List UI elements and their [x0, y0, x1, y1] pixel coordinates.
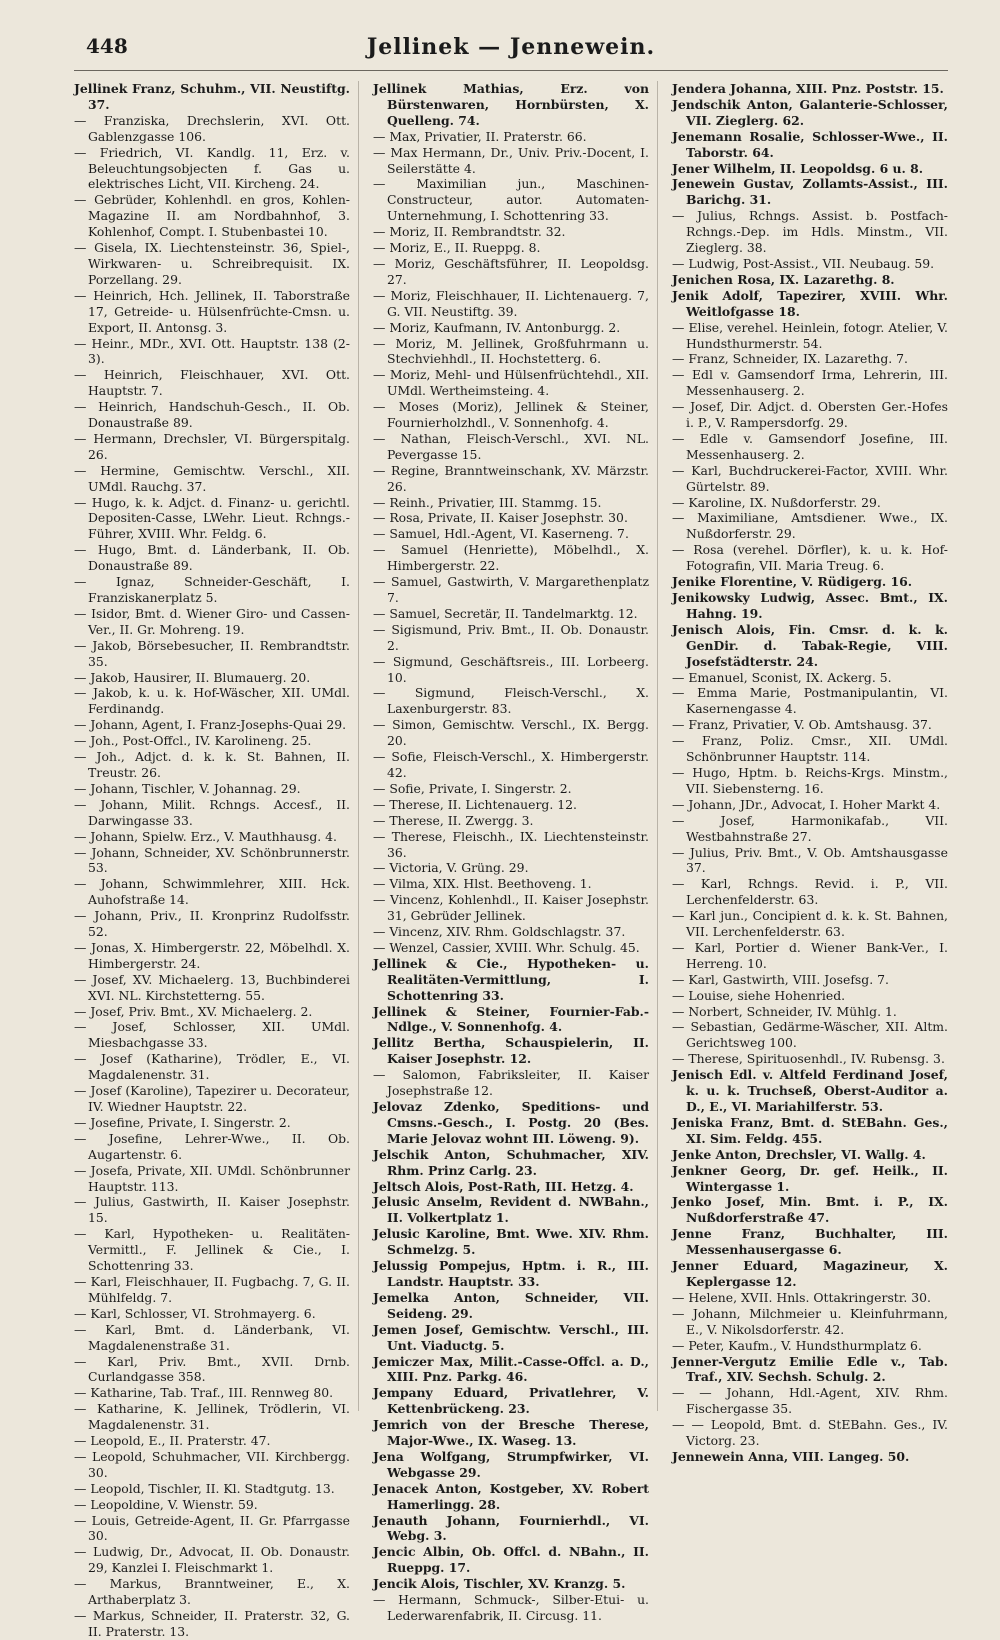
directory-entry: — Moriz, Mehl- und Hülsenfrüchtehdl., XII. UMdl. Wertheimsteing. 4.: [373, 367, 649, 399]
directory-entry: Jenko Josef, Min. Bmt. i. P., IX. Nußdorferstraße 47.: [672, 1194, 948, 1226]
directory-entry: Jenisch Alois, Fin. Cmsr. d. k. k. GenDir. d. Tabak-Regie, VIII. Josefstädterstr. 24.: [672, 621, 948, 669]
directory-entry: — Moriz, E., II. Rueppg. 8.: [373, 240, 541, 256]
directory-entry: — Julius, Priv. Bmt., V. Ob. Amtshausgasse 37.: [672, 844, 948, 876]
directory-entry: — Hermann, Schmuck-, Silber-Etui- u. Lederwarenfabrik, II. Circusg. 11.: [373, 1592, 649, 1623]
directory-entry: Jenacek Anton, Kostgeber, XV. Robert Hamerlingg. 28.: [373, 1480, 649, 1512]
directory-columns: [74, 81, 948, 1639]
directory-entry: — Sebastian, Gedärme-Wäscher, XII. Altm. Gerichtsweg 100.: [672, 1019, 948, 1051]
directory-entry: — Maximilian jun., Maschinen-Constructeur, autor. Automaten-Unternehmung, I. Schottenring 33.: [373, 176, 649, 224]
directory-entry: — Friedrich, VI. Kandlg. 11, Erz. v. Beleuchtungsobjecten f. Gas u. elektrisches Licht, VII. Kircheng. 24.: [74, 144, 350, 192]
directory-entry: — Julius, Gastwirth, II. Kaiser Josephstr. 15.: [74, 1194, 350, 1226]
directory-entry: — Josefa, Private, XII. UMdl. Schönbrunner Hauptstr. 113.: [74, 1162, 350, 1194]
directory-entry: — Johann, JDr., Advocat, I. Hoher Markt 4.: [672, 796, 941, 812]
directory-entry: — Sofie, Fleisch-Verschl., X. Himbergerstr. 42.: [373, 749, 649, 780]
directory-entry: — Rosa (verehel. Dörfler), k. u. k. Hof-Fotografin, VII. Maria Treug. 6.: [672, 542, 948, 574]
directory-entry: Jennewein Anna, VIII. Langeg. 50.: [672, 1448, 910, 1464]
directory-entry: — Karl, Hypotheken- u. Realitäten-Vermittl., F. Jellinek & Cie., I. Schottenring 33.: [74, 1226, 350, 1274]
directory-entry: Jenik Adolf, Tapezirer, XVIII. Whr. Weitlofgasse 18.: [672, 287, 948, 319]
directory-entry: — Moriz, II. Rembrandtstr. 32.: [373, 224, 566, 240]
directory-entry: — Karl, Schlosser, VI. Strohmayerg. 6.: [74, 1305, 316, 1321]
directory-entry: — Ludwig, Dr., Advocat, II. Ob. Donaustr. 29, Kanzlei I. Fleischmarkt 1.: [74, 1544, 350, 1576]
directory-entry: — Heinrich, Fleischhauer, XVI. Ott. Hauptstr. 7.: [74, 367, 350, 399]
directory-entry: — Karoline, IX. Nußdorferstr. 29.: [672, 494, 881, 510]
directory-entry: — Franziska, Drechslerin, XVI. Ott. Gablenzgasse 106.: [74, 112, 350, 144]
directory-entry: Jener Wilhelm, II. Leopoldsg. 6 u. 8.: [672, 160, 924, 176]
directory-entry: — Josef (Katharine), Trödler, E., VI. Magdalenenstr. 31.: [74, 1051, 350, 1083]
directory-entry: — Karl, Bmt. d. Länderbank, VI. Magdalenenstraße 31.: [74, 1321, 350, 1353]
directory-entry: — Karl, Rchngs. Revid. i. P., VII. Lerchenfelderstr. 63.: [672, 876, 948, 908]
directory-entry: — Jakob, Hausirer, II. Blumauerg. 20.: [74, 669, 311, 685]
directory-entry: — Leopold, E., II. Praterstr. 47.: [74, 1433, 271, 1449]
directory-entry: Jenke Anton, Drechsler, VI. Wallg. 4.: [672, 1146, 926, 1162]
directory-entry: — Leopoldine, V. Wienstr. 59.: [74, 1496, 258, 1512]
directory-entry: — Franz, Schneider, IX. Lazarethg. 7.: [672, 351, 908, 367]
directory-entry: — Sigmund, Fleisch-Verschl., X. Laxenburgerstr. 83.: [373, 685, 649, 717]
directory-entry: — Josef, XV. Michaelerg. 13, Buchbinderei XVI. NL. Kirchstetterng. 55.: [74, 971, 350, 1003]
directory-entry: — Katharine, Tab. Traf., III. Rennweg 80.: [74, 1385, 334, 1401]
directory-entry: — Gebrüder, Kohlenhdl. en gros, Kohlen-Magazine II. am Nordbahnhof, 3. Kohlenhof, Compt. I. Stubenbastei 10.: [74, 192, 350, 240]
directory-entry: — Vincenz, Kohlenhdl., II. Kaiser Josephstr. 31, Gebrüder Jellinek.: [373, 892, 649, 924]
directory-entry: Jelusic Karoline, Bmt. Wwe. XIV. Rhm. Schmelzg. 5.: [373, 1226, 649, 1258]
directory-entry: — Hugo, Bmt. d. Länderbank, II. Ob. Donaustraße 89.: [74, 542, 350, 574]
directory-entry: — Samuel, Secretär, II. Tandelmarktg. 12.: [373, 605, 638, 621]
directory-entry: — — Johann, Hdl.-Agent, XIV. Rhm. Fischergasse 35.: [672, 1385, 948, 1417]
directory-entry: Jenkner Georg, Dr. gef. Heilk., II. Wintergasse 1.: [672, 1162, 948, 1194]
directory-entry: — Therese, Spirituosenhdl., IV. Rubensg. 3.: [672, 1051, 945, 1067]
directory-entry: — Johann, Priv., II. Kronprinz Rudolfsstr. 52.: [74, 908, 350, 940]
directory-entry: — Karl, Buchdruckerei-Factor, XVIII. Whr. Gürtelstr. 89.: [672, 462, 948, 494]
directory-entry: — Sigismund, Priv. Bmt., II. Ob. Donaustr. 2.: [373, 621, 649, 653]
directory-entry: — Josefine, Lehrer-Wwe., II. Ob. Augartenstr. 6.: [74, 1130, 350, 1162]
directory-entry: — Moriz, Fleischhauer, II. Lichtenauerg. 7, G. VII. Neustiftg. 39.: [373, 287, 649, 319]
directory-entry: — Hermine, Gemischtw. Verschl., XII. UMdl. Rauchg. 37.: [74, 462, 350, 494]
directory-entry: Jellinek Mathias, Erz. von Bürstenwaren, Hornbürsten, X. Quelleng. 74.: [373, 81, 649, 128]
directory-entry: — Moriz, Geschäftsführer, II. Leopoldsg. 27.: [373, 255, 649, 287]
directory-entry: — Johann, Schneider, XV. Schönbrunnerstr. 53.: [74, 844, 350, 876]
directory-entry: — — Leopold, Bmt. d. StEBahn. Ges., IV. Victorg. 23.: [672, 1417, 948, 1449]
directory-entry: — Regine, Branntweinschank, XV. Märzstr. 26.: [373, 462, 649, 494]
directory-entry: — Emma Marie, Postmanipulantin, VI. Kasernengasse 4.: [672, 685, 948, 717]
directory-entry: — Edle v. Gamsendorf Josefine, III. Messenhauserg. 2.: [672, 430, 948, 462]
directory-entry: — Helene, XVII. Hnls. Ottakringerstr. 30.: [672, 1289, 931, 1305]
directory-entry: Jena Wolfgang, Strumpfwirker, VI. Webgasse 29.: [373, 1448, 649, 1480]
directory-entry: Jenike Florentine, V. Rüdigerg. 16.: [672, 574, 913, 590]
directory-entry: — Samuel (Henriette), Möbelhdl., X. Himbergerstr. 22.: [373, 542, 649, 574]
directory-entry: — Johann, Agent, I. Franz-Josephs-Quai 29.: [74, 717, 347, 733]
directory-entry: — Nathan, Fleisch-Verschl., XVI. NL. Pevergasse 15.: [373, 430, 649, 462]
directory-entry: — Karl jun., Concipient d. k. k. St. Bahnen, VII. Lerchenfelderstr. 63.: [672, 908, 948, 940]
directory-entry: Jelovaz Zdenko, Speditions- und Cmsns.-Gesch., I. Postg. 20 (Bes. Marie Jelovaz wohnt III. Löweng. 9).: [373, 1099, 649, 1146]
directory-entry: — Ludwig, Post-Assist., VII. Neubaug. 59.: [672, 255, 935, 271]
directory-entry: Jeltsch Alois, Post-Rath, III. Hetzg. 4.: [373, 1178, 634, 1194]
directory-entry: Jelussig Pompejus, Hptm. i. R., III. Landstr. Hauptstr. 33.: [373, 1258, 649, 1289]
directory-entry: — Maximiliane, Amtsdiener. Wwe., IX. Nußdorferstr. 29.: [672, 510, 948, 542]
directory-entry: — Joh., Post-Offcl., IV. Karolineng. 25.: [74, 733, 312, 749]
directory-entry: — Hugo, Hptm. b. Reichs-Krgs. Minstm., VII. Siebensterng. 16.: [672, 764, 948, 796]
directory-entry: — Heinrich, Hch. Jellinek, II. Taborstraße 17, Getreide- u. Hülsenfrüchte-Cmsn. u. Export, II. Antonsg. 3.: [74, 287, 350, 335]
directory-entry: — Jakob, Börsebesucher, II. Rembrandtstr. 35.: [74, 637, 350, 669]
directory-entry: Jenner Eduard, Magazineur, X. Keplergasse 12.: [672, 1258, 948, 1289]
directory-entry: Jemrich von der Bresche Therese, Major-Wwe., IX. Waseg. 13.: [373, 1417, 649, 1449]
directory-entry: — Josef (Karoline), Tapezirer u. Decorateur, IV. Wiedner Hauptstr. 22.: [74, 1083, 350, 1114]
directory-entry: Jellinek Franz, Schuhm., VII. Neustiftg. 37.: [74, 81, 350, 112]
directory-entry: — Markus, Branntweiner, E., X. Arthaberplatz 3.: [74, 1576, 350, 1608]
directory-entry: Jellinek & Steiner, Fournier-Fab.-Ndlge., V. Sonnenhofg. 4.: [373, 1003, 649, 1035]
directory-entry: — Elise, verehel. Heinlein, fotogr. Atelier, V. Hundsthurmerstr. 54.: [672, 319, 948, 351]
directory-entry: Jendera Johanna, XIII. Pnz. Poststr. 15.: [672, 81, 944, 96]
directory-entry: — Victoria, V. Grüng. 29.: [373, 860, 529, 876]
directory-entry: — Therese, II. Zwergg. 3.: [373, 812, 534, 828]
directory-entry: — Johann, Milchmeier u. Kleinfuhrmann, E., V. Nikolsdorferstr. 42.: [672, 1305, 948, 1337]
directory-entry: — Sigmund, Geschäftsreis., III. Lorbeerg. 10.: [373, 653, 649, 685]
directory-entry: — Heinr., MDr., XVI. Ott. Hauptstr. 138 (2-3).: [74, 335, 350, 367]
directory-entry: Jenner-Vergutz Emilie Edle v., Tab. Traf., XIV. Sechsh. Schulg. 2.: [672, 1353, 948, 1385]
directory-entry: — Hermann, Drechsler, VI. Bürgerspitalg. 26.: [74, 430, 350, 462]
directory-entry: — Heinrich, Handschuh-Gesch., II. Ob. Donaustraße 89.: [74, 399, 350, 431]
directory-entry: — Vilma, XIX. Hlst. Beethoveng. 1.: [373, 876, 592, 892]
directory-entry: Jenikowsky Ludwig, Assec. Bmt., IX. Hahng. 19.: [672, 590, 948, 621]
directory-entry: — Ignaz, Schneider-Geschäft, I. Franziskanerplatz 5.: [74, 574, 350, 605]
page-header: [74, 30, 948, 71]
directory-entry: — Wenzel, Cassier, XVIII. Whr. Schulg. 45.: [373, 939, 640, 955]
directory-entry: — Johann, Schwimmlehrer, XIII. Hck. Auhofstraße 14.: [74, 876, 350, 908]
directory-entry: Jenewein Gustav, Zollamts-Assist., III. Barichg. 31.: [672, 176, 948, 208]
page-number: 448: [86, 34, 128, 58]
directory-entry: — Joh., Adjct. d. k. k. St. Bahnen, II. Treustr. 26.: [74, 749, 350, 780]
directory-entry: — Isidor, Bmt. d. Wiener Giro- und Cassen-Ver., II. Gr. Mohreng. 19.: [74, 605, 350, 637]
directory-entry: — Franz, Poliz. Cmsr., XII. UMdl. Schönbrunner Hauptstr. 114.: [672, 733, 948, 765]
directory-entry: Jemelka Anton, Schneider, VII. Seideng. 29.: [373, 1289, 649, 1321]
directory-entry: — Reinh., Privatier, III. Stammg. 15.: [373, 494, 602, 510]
directory-entry: — Moriz, M. Jellinek, Großfuhrmann u. Stechviehhdl., II. Hochstetterg. 6.: [373, 335, 649, 367]
directory-entry: — Jonas, X. Himbergerstr. 22, Möbelhdl. X. Himbergerstr. 24.: [74, 939, 350, 971]
directory-entry: — Max Hermann, Dr., Univ. Priv.-Docent, I. Seilerstätte 4.: [373, 144, 649, 176]
directory-entry: Jelschik Anton, Schuhmacher, XIV. Rhm. Prinz Carlg. 23.: [373, 1146, 649, 1178]
column-left: [74, 81, 359, 1639]
column-right: [672, 81, 948, 1464]
directory-entry: — Julius, Rchngs. Assist. b. Postfach-Rchngs.-Dep. im Hdls. Minstm., VII. Zieglerg. 38.: [672, 208, 948, 256]
directory-entry: Jellitz Bertha, Schauspielerin, II. Kaiser Josephstr. 12.: [373, 1035, 649, 1067]
directory-entry: Jencic Albin, Ob. Offcl. d. NBahn., II. Rueppg. 17.: [373, 1544, 649, 1576]
directory-entry: Jendschik Anton, Galanterie-Schlosser, VII. Zieglerg. 62.: [672, 96, 948, 128]
directory-entry: — Sofie, Private, I. Singerstr. 2.: [373, 780, 572, 796]
directory-entry: — Karl, Gastwirth, VIII. Josefsg. 7.: [672, 971, 889, 987]
directory-entry: — Johann, Milit. Rchngs. Accesf., II. Darwingasse 33.: [74, 796, 350, 828]
directory-entry: — Therese, II. Lichtenauerg. 12.: [373, 796, 577, 812]
column-middle: [373, 81, 658, 1623]
directory-entry: — Karl, Portier d. Wiener Bank-Ver., I. Herreng. 10.: [672, 939, 948, 971]
directory-entry: — Josef, Harmonikafab., VII. Westbahnstraße 27.: [672, 812, 948, 844]
directory-entry: Jellinek & Cie., Hypotheken- u. Realitäten-Vermittlung, I. Schottenring 33.: [373, 955, 649, 1003]
directory-entry: Jenemann Rosalie, Schlosser-Wwe., II. Taborstr. 64.: [672, 128, 948, 160]
directory-entry: — Karl, Fleischhauer, II. Fugbachg. 7, G. II. Mühlfeldg. 7.: [74, 1273, 350, 1305]
directory-entry: — Norbert, Schneider, IV. Mühlg. 1.: [672, 1003, 897, 1019]
directory-entry: — Leopold, Tischler, II. Kl. Stadtgutg. 13.: [74, 1480, 335, 1496]
directory-entry: — Katharine, K. Jellinek, Trödlerin, VI. Magdalenenstr. 31.: [74, 1401, 350, 1433]
directory-entry: — Karl, Priv. Bmt., XVII. Drnb. Curlandgasse 358.: [74, 1353, 350, 1385]
directory-entry: Jenauth Johann, Fournierhdl., VI. Webg. 3.: [373, 1512, 649, 1544]
directory-entry: — Rosa, Private, II. Kaiser Josephstr. 30.: [373, 510, 628, 526]
directory-entry: — Simon, Gemischtw. Verschl., IX. Bergg. 20.: [373, 717, 649, 749]
directory-entry: Jenne Franz, Buchhalter, III. Messenhausergasse 6.: [672, 1226, 948, 1258]
directory-entry: — Josef, Schlosser, XII. UMdl. Miesbachgasse 33.: [74, 1019, 350, 1051]
directory-entry: Jenichen Rosa, IX. Lazarethg. 8.: [672, 271, 895, 287]
directory-entry: — Franz, Privatier, V. Ob. Amtshausg. 37.: [672, 717, 932, 733]
directory-entry: — Gisela, IX. Liechtensteinstr. 36, Spiel-, Wirkwaren- u. Schreibrequisit. IX. Porzellang. 29.: [74, 240, 350, 287]
directory-entry: — Vincenz, XIV. Rhm. Goldschlagstr. 37.: [373, 924, 626, 940]
directory-entry: — Jakob, k. u. k. Hof-Wäscher, XII. UMdl. Ferdinandg.: [74, 685, 350, 717]
page-title: Jellinek — Jennewein.: [366, 34, 656, 60]
directory-entry: — Johann, Tischler, V. Johannag. 29.: [74, 780, 301, 796]
directory-entry: Jemiczer Max, Milit.-Casse-Offcl. a. D., XIII. Pnz. Parkg. 46.: [373, 1353, 649, 1385]
directory-entry: — Samuel, Gastwirth, V. Margarethenplatz 7.: [373, 574, 649, 605]
directory-entry: — Josef, Priv. Bmt., XV. Michaelerg. 2.: [74, 1003, 313, 1019]
directory-entry: Jempany Eduard, Privatlehrer, V. Kettenbrückeng. 23.: [373, 1385, 649, 1417]
directory-entry: — Josefine, Private, I. Singerstr. 2.: [74, 1114, 291, 1130]
directory-entry: — Markus, Schneider, II. Praterstr. 32, G. II. Praterstr. 13.: [74, 1608, 350, 1639]
directory-entry: Jelusic Anselm, Revident d. NWBahn., II. Volkertplatz 1.: [373, 1194, 649, 1226]
directory-entry: — Edl v. Gamsendorf Irma, Lehrerin, III. Messenhauserg. 2.: [672, 367, 948, 399]
directory-entry: — Therese, Fleischh., IX. Liechtensteinstr. 36.: [373, 828, 649, 860]
directory-entry: Jemen Josef, Gemischtw. Verschl., III. Unt. Viaductg. 5.: [373, 1321, 649, 1353]
directory-entry: — Max, Privatier, II. Praterstr. 66.: [373, 128, 587, 144]
directory-entry: — Salomon, Fabriksleiter, II. Kaiser Josephstraße 12.: [373, 1067, 649, 1099]
directory-entry: Jeniska Franz, Bmt. d. StEBahn. Ges., XI. Sim. Feldg. 455.: [672, 1114, 948, 1146]
directory-entry: — Louise, siehe Hohenried.: [672, 987, 846, 1003]
directory-entry: — Leopold, Schuhmacher, VII. Kirchbergg. 30.: [74, 1448, 350, 1480]
directory-entry: Jenisch Edl. v. Altfeld Ferdinand Josef, k. u. k. Truchseß, Oberst-Auditor a. D., E., VI. Mariahilferstr. 53.: [672, 1067, 948, 1114]
directory-entry: — Samuel, Hdl.-Agent, VI. Kaserneng. 7.: [373, 526, 629, 542]
directory-entry: — Johann, Spielw. Erz., V. Mauthhausg. 4.: [74, 828, 337, 844]
directory-entry: — Peter, Kaufm., V. Hundsthurmplatz 6.: [672, 1337, 922, 1353]
directory-entry: — Josef, Dir. Adjct. d. Obersten Ger.-Hofes i. P., V. Rampersdorfg. 29.: [672, 399, 948, 431]
directory-entry: — Hugo, k. k. Adjct. d. Finanz- u. gerichtl. Depositen-Casse, LWehr. Lieut. Rchngs.-Führer, XVIII. Whr. Feldg. 6.: [74, 494, 350, 542]
directory-entry: Jencik Alois, Tischler, XV. Kranzg. 5.: [373, 1576, 626, 1592]
directory-entry: — Emanuel, Sconist, IX. Ackerg. 5.: [672, 669, 892, 685]
directory-entry: — Moses (Moriz), Jellinek & Steiner, Fournierholzhdl., V. Sonnenhofg. 4.: [373, 399, 649, 431]
directory-entry: — Moriz, Kaufmann, IV. Antonburgg. 2.: [373, 319, 621, 335]
directory-entry: — Louis, Getreide-Agent, II. Gr. Pfarrgasse 30.: [74, 1512, 350, 1544]
